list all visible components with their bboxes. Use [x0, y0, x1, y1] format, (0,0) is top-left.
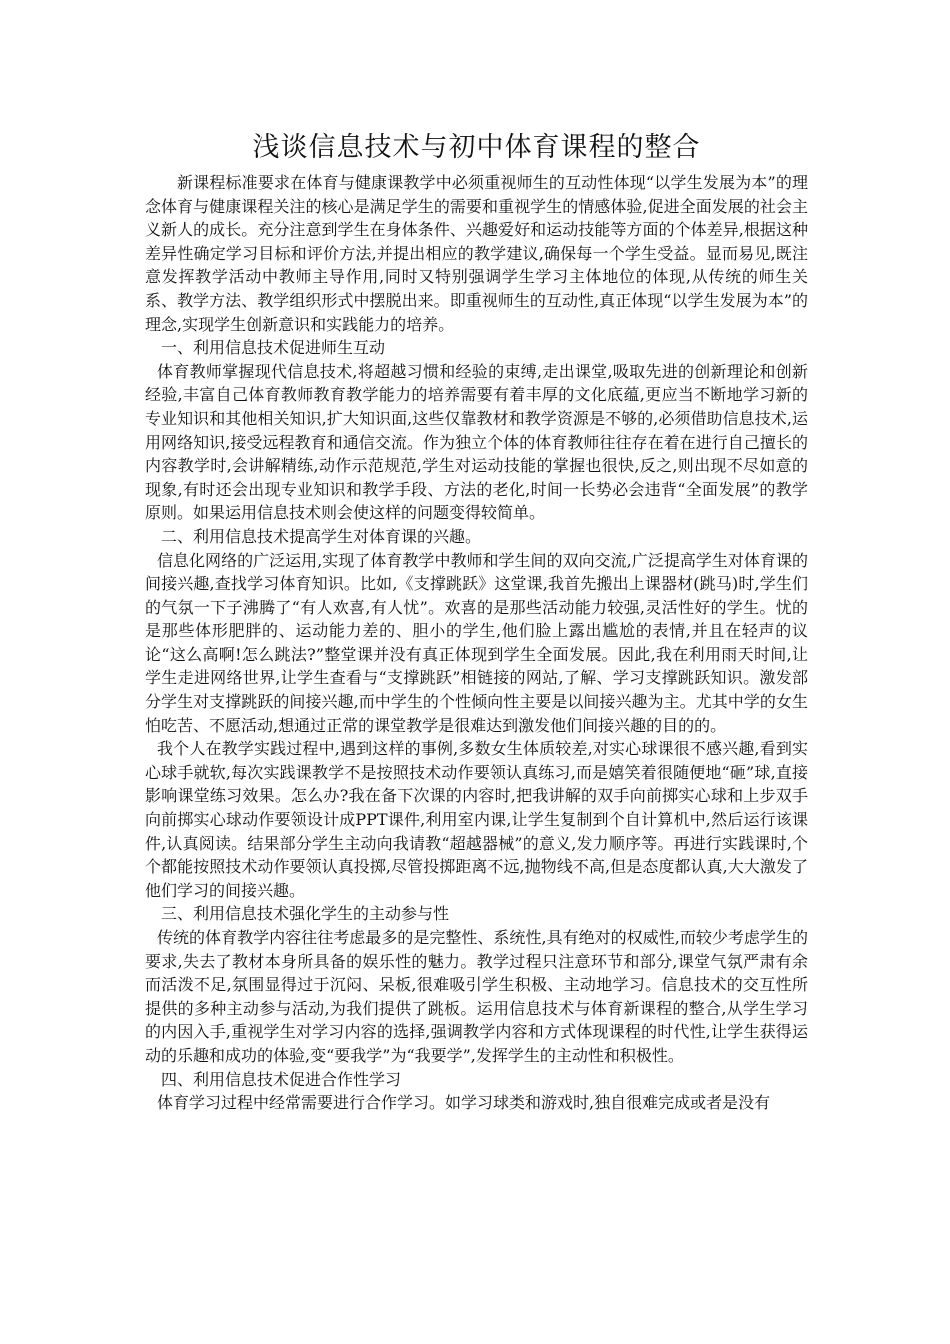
- section-3-paragraph: 传统的体育教学内容往往考虑最多的是完整性、系统性,具有绝对的权威性,而较少考虑学生的要求,失去了教材本身所具备的娱乐性的魅力。教学过程只注意环节和部分,课堂气氛严肃有余而活泼不足,氛围显得过于沉闷、呆板,很难吸引学生积极、主动地学习。信息技术的交互性所提供的多种主动参与活动,为我们提供了跳板。运用信息技术与体育新课程的整合,从学生学习的内因入手,重视学生对学习内容的选择,强调教学内容和方式体现课程的时代性,让学生获得运动的乐趣和成功的体验,变“要我学”为“我要学”,发挥学生的主动性和积极性。: [145, 928, 808, 1065]
- section-1-heading: 一、利用信息技术促进师生互动: [161, 338, 386, 358]
- section-1-paragraph: 体育教师掌握现代信息技术,将超越习惯和经验的束缚,走出课堂,吸取先进的创新理论和创新经验,丰富自己体育教师教育教学能力的培养需要有着丰厚的文化底蕴,更应当不断地学习新的专业知识和其他相关知识,扩大知识面,这些仅靠教材和教学资源是不够的,必须借助信息技术,运用网络知识,接受远程教育和通信交流。作为独立个体的体育教师往往存在着在进行自己擅长的内容教学时,会讲解精练,动作示范规范,学生对运动技能的掌握也很快,反之,则出现不尽如意的现象,有时还会出现专业知识和教学手段、方法的老化,时间一长势必会违背“全面发展”的教学原则。如果运用信息技术则会使这样的问题变得较简单。: [145, 361, 808, 523]
- section-4-paragraph: 体育学习过程中经常需要进行合作学习。如学习球类和游戏时,独自很难完成或者是没有: [157, 1093, 771, 1113]
- section-4-heading: 四、利用信息技术促进合作性学习: [161, 1069, 402, 1089]
- document-title: 浅谈信息技术与初中体育课程的整合: [252, 132, 701, 163]
- document-page: [145, 128, 808, 1115]
- section-2-paragraph-2: 我个人在教学实践过程中,遇到这样的事例,多数女生体质较差,对实心球课很不感兴趣,看到实心球手就软,每次实践课教学不是按照技术动作要领认真练习,而是嬉笑着很随便地“砸”球,直接影响课堂练习效果。怎么办?我在备下次课的内容时,把我讲解的双手向前掷实心球和上步双手向前掷实心球动作要领设计成PPT课件,利用室内课,让学生复制到个自计算机中,然后运行该课件,认真阅读。结果部分学生主动向我请教“超越器械”的意义,发力顺序等。再进行实践课时,个个都能按照技术动作要领认真投掷,尽管投掷距离不远,抛物线不高,但是态度都认真,大大激发了他们学习的间接兴趣。: [145, 739, 808, 900]
- section-2-paragraph-1: 信息化网络的广泛运用,实现了体育教学中教师和学生间的双向交流,广泛提高学生对体育课的间接兴趣,查找学习体育知识。比如,《支撑跳跃》这堂课,我首先搬出上课器材(跳马)时,学生们的气氛一下子沸腾了“有人欢喜,有人忧”。欢喜的是那些活动能力较强,灵活性好的学生。忧的是那些体形肥胖的、运动能力差的、胆小的学生,他们脸上露出尴尬的表情,并且在轻声的议论“这么高啊!怎么跳法?”整堂课并没有真正体现到学生全面发展。因此,我在利用雨天时间,让学生走进网络世界,让学生查看与“支撑跳跃”相链接的网站,了解、学习支撑跳跃知识。激发部分学生对支撑跳跃的间接兴趣,而中学生的个性倾向性主要是以间接兴趣为主。尤其中学的女生怕吃苦、不愿活动,想通过正常的课堂教学是很难达到激发他们间接兴趣的目的的。: [145, 550, 808, 735]
- section-2-heading: 二、利用信息技术提高学生对体育课的兴趣。: [161, 526, 482, 546]
- intro-paragraph: 新课程标准要求在体育与健康课教学中必须重视师生的互动性体现“以学生发展为本”的理念体育与健康课程关注的核心是满足学生的需要和重视学生的情感体验,促进全面发展的社会主义新人的成长。充分注意到学生在身体条件、兴趣爱好和运动技能等方面的个体差异,根据这种差异性确定学习目标和评价方法,并提出相应的教学建议,确保每一个学生受益。显而易见,既注意发挥教学活动中教师主导作用,同时又特别强调学生学习主体地位的体现,从传统的师生关系、教学方法、教学组织形式中摆脱出来。即重视师生的互动性,真正体现“以学生发展为本”的理念,实现学生创新意识和实践能力的培养。: [145, 173, 808, 334]
- section-3-heading: 三、利用信息技术强化学生的主动参与性: [161, 904, 450, 924]
